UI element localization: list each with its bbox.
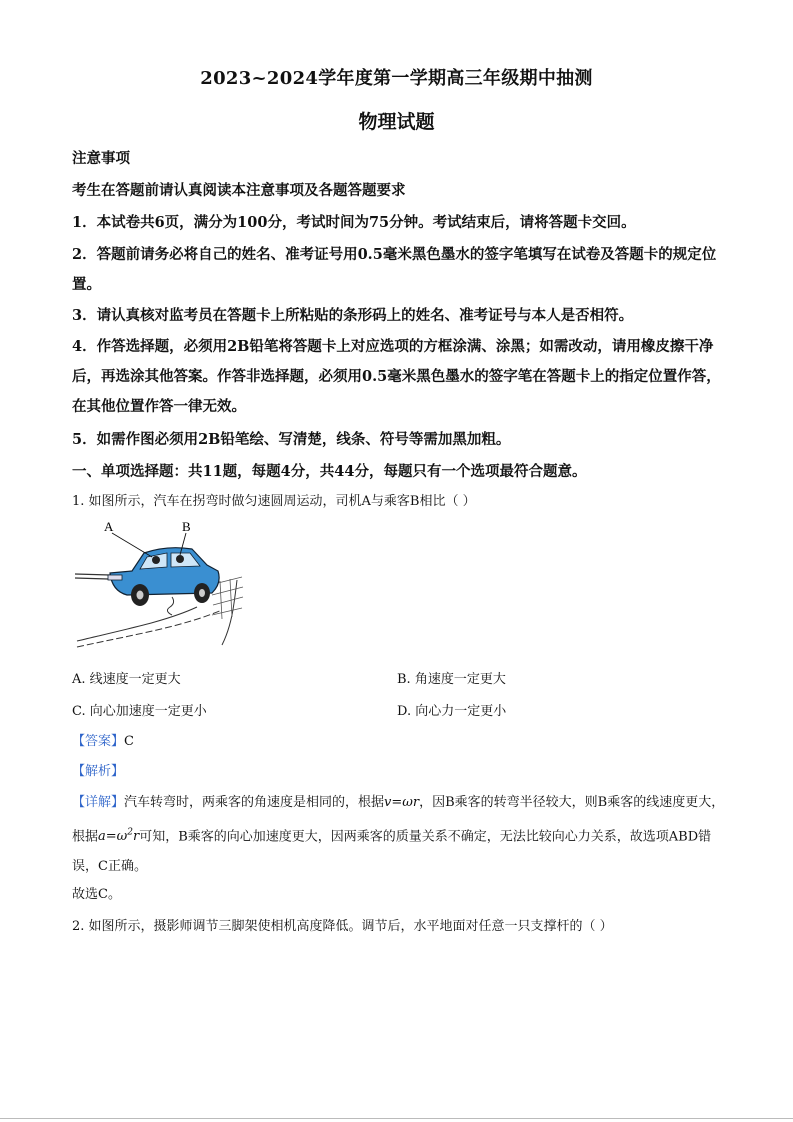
detail-text-3: 可知，B乘客的向心加速度更大，因两乘客的质量关系不确定，无法比较向心力关系，故选项ABD错误，C正确。 — [72, 829, 712, 875]
option-a: A. 线速度一定更大 — [72, 672, 181, 687]
detail-tag: 【详解】 — [72, 795, 125, 810]
formula-a: $a=\omega^2r$ — [98, 828, 140, 845]
notice-intro: 考生在答题前请认真阅读本注意事项及各题答题要求 — [72, 182, 406, 199]
option-c: C. 向心加速度一定更小 — [72, 704, 207, 719]
option-d: D. 向心力一定更小 — [397, 704, 507, 719]
question-1-stem: 1. 如图所示，汽车在拐弯时做匀速圆周运动，司机A与乘客B相比（ ） — [72, 494, 476, 509]
car-turning-figure — [72, 515, 247, 655]
pointer-a — [112, 533, 152, 557]
detail-text-1: 汽车转弯时，两乘客的角速度是相同的，根据 — [124, 795, 385, 810]
passenger-b-head — [176, 555, 184, 563]
exam-title: 2023~2024学年度第一学期高三年级期中抽测 — [200, 68, 593, 89]
page-bottom-rule — [0, 1118, 793, 1119]
notice-item-4: 4．作答选择题，必须用2B铅笔将答题卡上对应选项的方框涂满、涂黑；如需改动，请用橡皮擦干净后，再选涂其他答案。作答非选择题，必须用0.5毫米黑色墨水的签字笔在答题卡上的指定位置作答，在其他位置作答一律无效。 — [72, 338, 721, 415]
figure-label-b: B — [182, 519, 191, 534]
notice-item-3: 3．请认真核对监考员在答题卡上所粘贴的条形码上的姓名、准考证号与本人是否相符。 — [72, 307, 634, 324]
exam-subject: 物理试题 — [358, 111, 435, 133]
notice-item-1: 1．本试卷共6页，满分为100分，考试时间为75分钟。考试结束后，请将答题卡交回。 — [72, 214, 636, 231]
notice-heading: 注意事项 — [72, 150, 130, 167]
exhaust-trail — [167, 597, 173, 615]
answer-tag: 【答案】 — [72, 734, 125, 749]
notice-item-2: 2．答题前请务必将自己的姓名、准考证号用0.5毫米黑色墨水的签字笔填写在试卷及答题卡的规定位置。 — [72, 246, 717, 293]
question-2-stem: 2. 如图所示，摄影师调节三脚架使相机高度降低。调节后，水平地面对任意一只支撑杆的（ ） — [72, 919, 613, 934]
option-b: B. 角速度一定更大 — [397, 672, 506, 687]
conclusion: 故选C。 — [72, 887, 121, 902]
figure-label-a: A — [104, 519, 114, 534]
road-inner-curve — [77, 610, 222, 647]
analysis-tag: 【解析】 — [72, 764, 125, 779]
detail-text-2: ，因B乘客的转弯半径较大，则B乘客的线速度更大，根据 — [72, 795, 725, 845]
formula-v: v=ωr — [384, 795, 420, 810]
section-heading: 一、单项选择题：共11题，每题4分，共44分，每题只有一个选项最符合题意。 — [72, 463, 587, 480]
motion-lines — [75, 574, 110, 579]
notice-item-5: 5．如需作图必须用2B铅笔绘、写清楚，线条、符号等需加黑加粗。 — [72, 431, 511, 448]
detail-paragraph — [72, 788, 727, 882]
answer-value: C — [124, 734, 134, 749]
car-bumper — [108, 575, 122, 580]
driver-a-head — [152, 556, 160, 564]
answer-line — [72, 727, 727, 757]
